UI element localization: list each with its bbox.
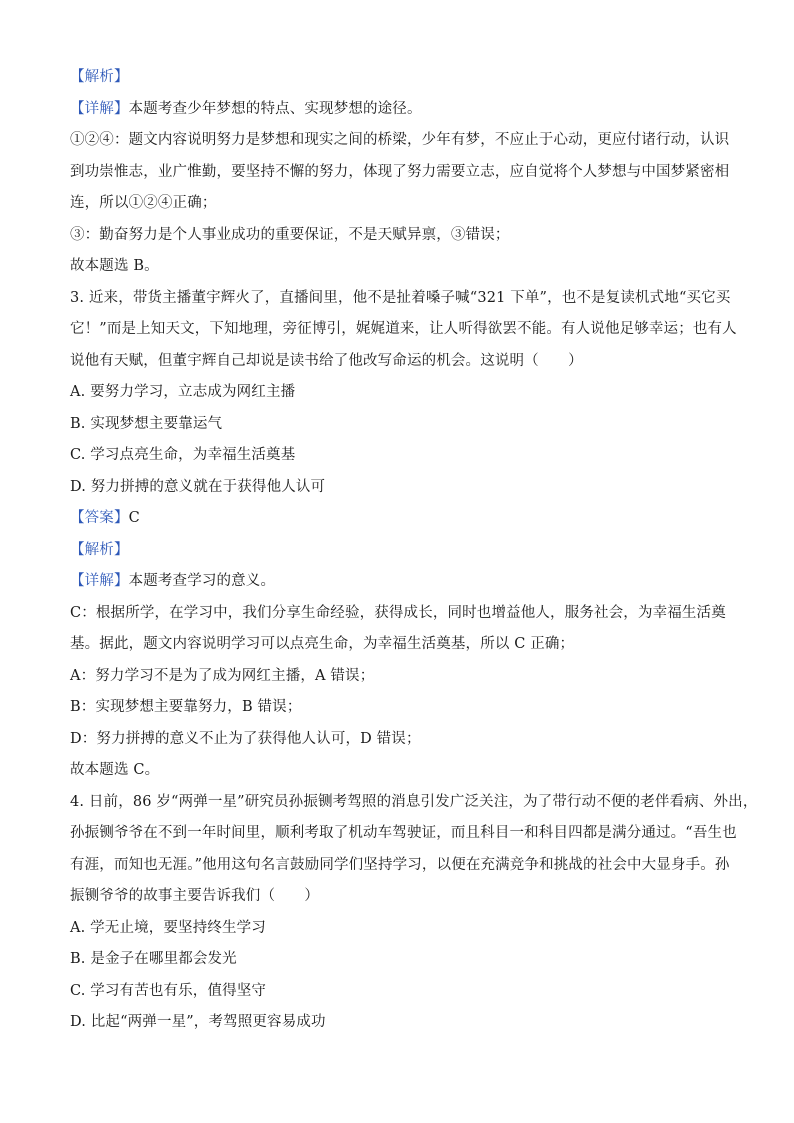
line-text: B. 实现梦想主要靠运气	[70, 415, 223, 432]
text-line	[70, 283, 731, 315]
line-text: ①②④：题文内容说明努力是梦想和现实之间的桥梁，少年有梦，不应止于心动，更应付诸行动，认识	[70, 132, 730, 148]
text-line	[70, 692, 724, 724]
text-line	[70, 976, 724, 1008]
line-text: D：努力拼搏的意义不止为了获得他人认可，D 错误；	[70, 730, 421, 747]
text-line	[70, 535, 724, 567]
line-text: 本题考查少年梦想的特点、实现梦想的途径。	[128, 100, 422, 117]
text-line	[70, 94, 724, 126]
text-line	[70, 157, 730, 189]
line-text: 3. 近来，带货主播董宇辉火了，直播间里，他不是扯着嗓子喊“321 下单”，也不是复读机式地“买它买	[70, 289, 731, 306]
text-line	[70, 440, 724, 472]
text-line	[70, 724, 724, 756]
text-line	[70, 566, 724, 598]
line-text: B：实现梦想主要靠努力，B 错误；	[70, 699, 302, 715]
text-line	[70, 850, 730, 882]
section-label: 【解析】	[70, 541, 129, 558]
text-line	[70, 755, 724, 787]
section-label: 【答案】	[70, 510, 129, 526]
text-line	[70, 377, 724, 409]
text-line	[70, 1007, 724, 1039]
line-text: ③：勤奋努力是个人事业成功的重要保证，不是天赋异禀，③错误；	[70, 226, 510, 243]
text-line	[70, 944, 724, 976]
line-text: 孙振铡爷爷在不到一年时间里，顺利考取了机动车驾驶证，而且科目一和科目四都是满分通过。“吾生也	[70, 825, 737, 841]
line-text: A. 学无止境，要坚持终生学习	[70, 919, 266, 936]
section-label: 【解析】	[70, 69, 129, 85]
text-line	[70, 629, 724, 661]
text-line	[70, 220, 724, 252]
text-line	[70, 503, 724, 535]
line-text: 到功崇惟志，业广惟勤，要坚持不懈的努力，体现了努力需要立志，应自觉将个人梦想与中国梦紧密相	[70, 163, 730, 180]
text-line	[70, 787, 758, 819]
text-line	[70, 661, 724, 693]
line-text: C	[128, 510, 140, 526]
text-line	[70, 472, 724, 504]
text-line	[70, 881, 724, 913]
line-text: C. 学习点亮生命，为幸福生活奠基	[70, 447, 296, 463]
text-line	[70, 409, 724, 441]
text-line	[70, 598, 724, 630]
line-text: 故本题选 C。	[70, 762, 160, 778]
line-text: B. 是金子在哪里都会发光	[70, 951, 237, 967]
line-text: 4. 日前，86 岁“两弹一星”研究员孙振铡考驾照的消息引发广泛关注，为了带行动不便的老伴看病、外出，	[70, 793, 758, 810]
line-text: D. 努力拼搏的意义就在于获得他人认可	[70, 478, 326, 495]
line-text: 说他有天赋，但董宇辉自己却说是读书给了他改写命运的机会。这说明（ ）	[70, 352, 583, 369]
text-line	[70, 251, 724, 283]
text-line	[70, 188, 724, 220]
line-text: 有涯，而知也无涯。”他用这句名言鼓励同学们坚持学习，以便在充满竞争和挑战的社会中大显身手。孙	[70, 856, 730, 873]
line-text: C. 学习有苦也有乐，值得坚守	[70, 982, 267, 999]
line-text: 本题考查学习的意义。	[128, 573, 276, 589]
text-line	[70, 62, 724, 94]
line-text: C：根据所学，在学习中，我们分享生命经验，获得成长，同时也增益他人，服务社会，为幸福生活奠	[70, 604, 726, 621]
line-text: D. 比起“两弹一星”，考驾照更容易成功	[70, 1014, 326, 1030]
line-text: 它！”而是上知天文，下知地理，旁征博引，娓娓道来，让人听得欲罢不能。有人说他足够幸运；也有人	[70, 321, 737, 337]
text-line	[70, 818, 737, 850]
section-label: 【详解】	[70, 100, 129, 117]
line-text: A：努力学习不是为了成为网红主播，A 错误；	[70, 667, 375, 684]
line-text: 基。据此，题文内容说明学习可以点亮生命，为幸福生活奠基，所以 C 正确；	[70, 636, 575, 652]
line-text: 故本题选 B。	[70, 258, 159, 274]
text-line	[70, 346, 724, 378]
document-page	[70, 62, 758, 1039]
line-text: A. 要努力学习，立志成为网红主播	[70, 384, 296, 400]
text-line	[70, 913, 724, 945]
section-label: 【详解】	[70, 573, 129, 589]
text-line	[70, 125, 730, 157]
line-text: 振铡爷爷的故事主要告诉我们（ ）	[70, 888, 320, 904]
text-line	[70, 314, 737, 346]
line-text: 连，所以①②④正确；	[70, 195, 217, 211]
